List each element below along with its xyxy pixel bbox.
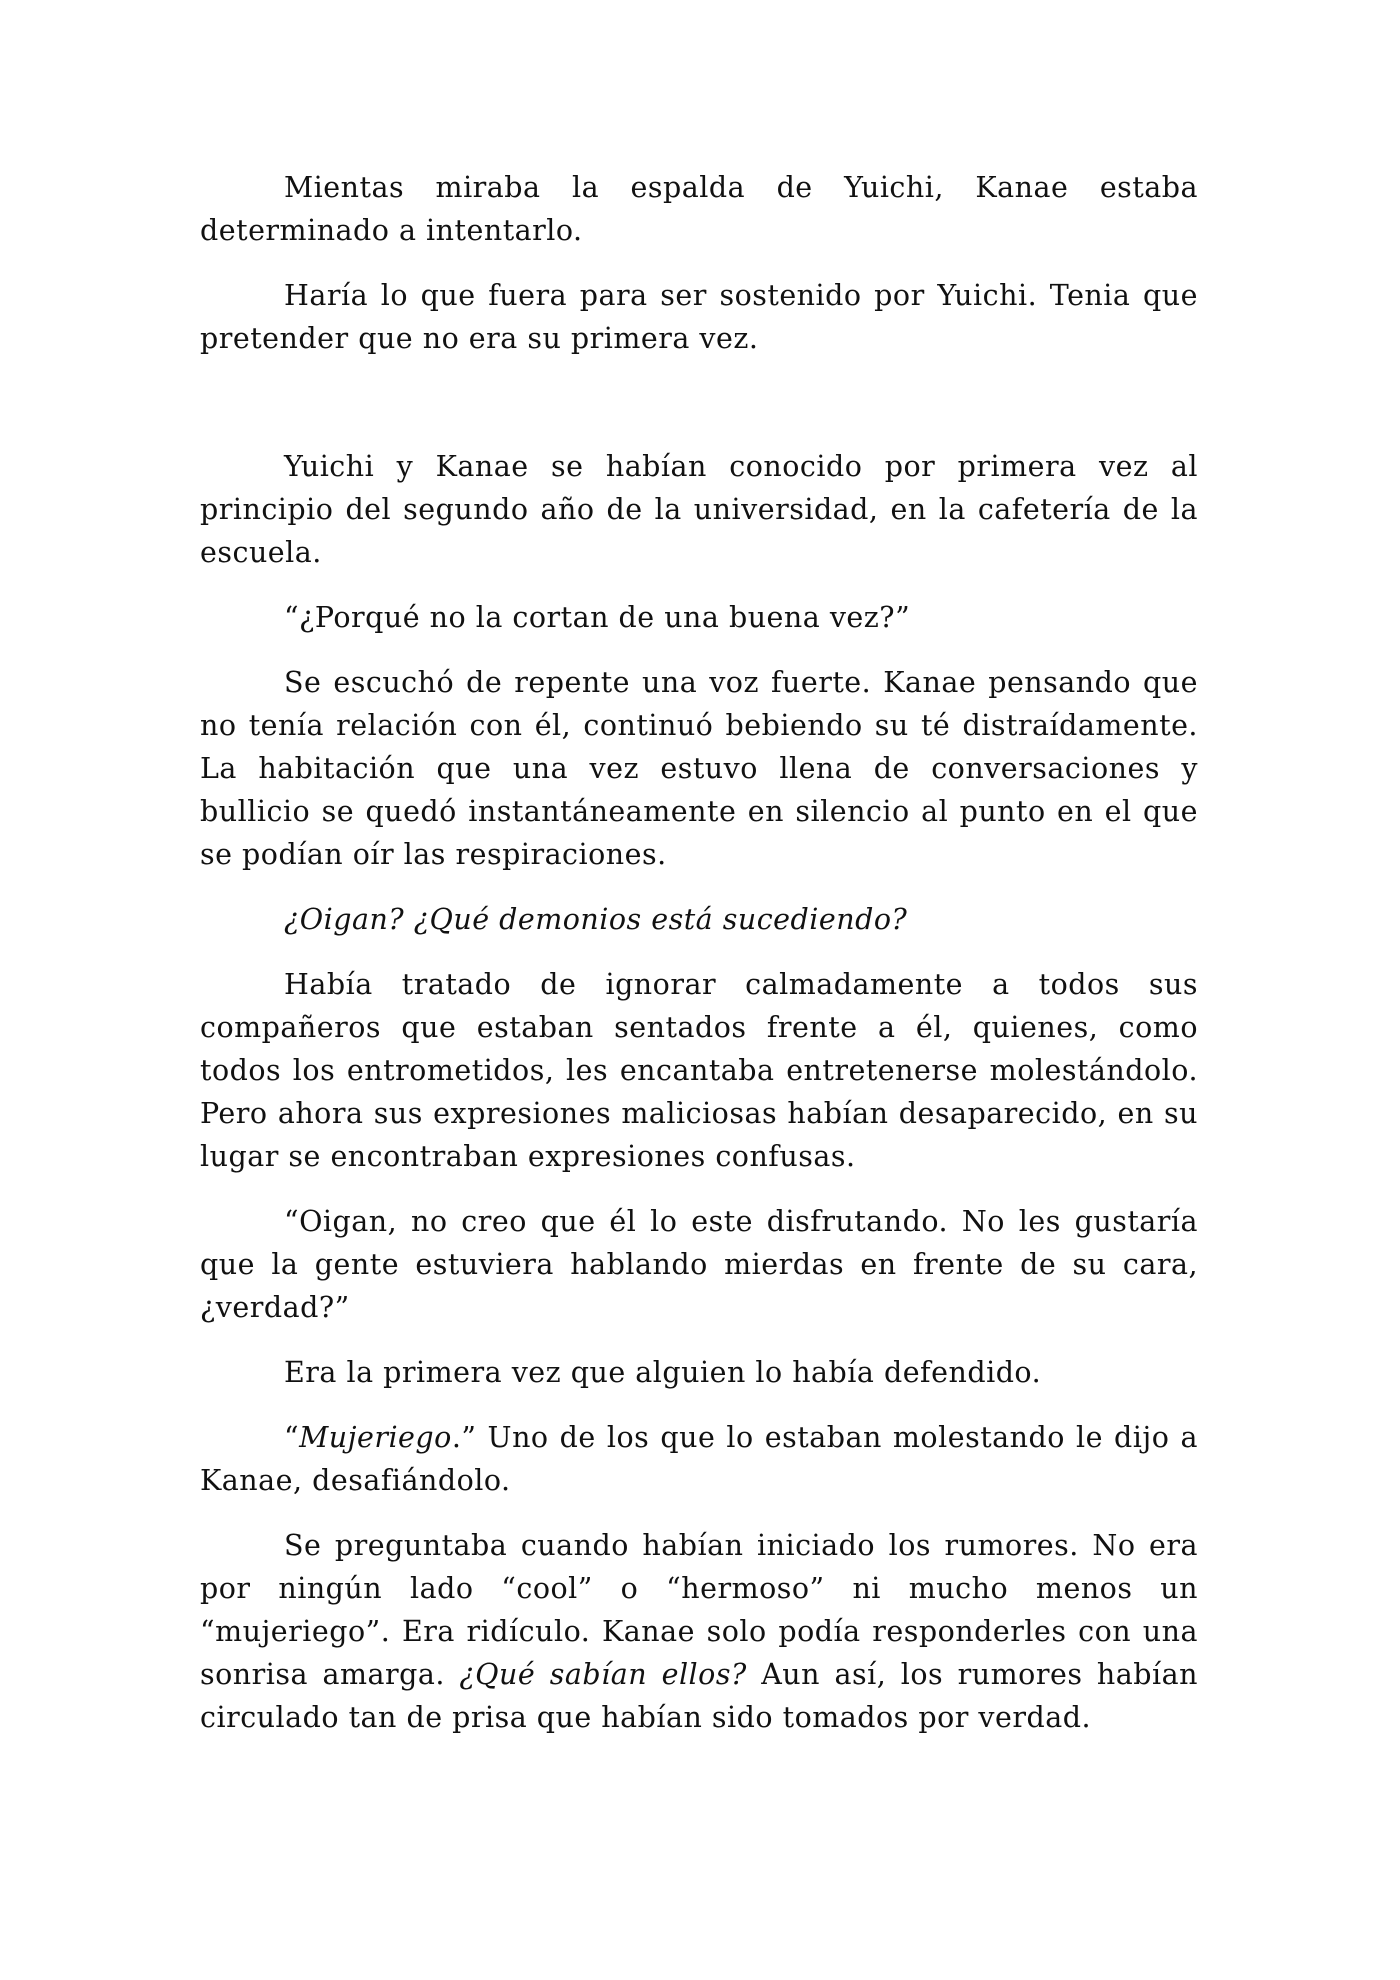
paragraph-11-before: Se preguntaba cuando habían iniciado los rumores. No era por ningún lado “cool” o “hermoso” ni mucho menos un “mujeriego”. Era ridículo. Kanae solo podía responderles con una sonrisa amarga. [200, 1529, 1198, 1691]
quote-open: “ [284, 1421, 300, 1454]
document-page [200, 166, 1198, 1761]
paragraph-1: Mientas miraba la espalda de Yuichi, Kanae estaba determinado a intentarlo. [200, 171, 1198, 247]
paragraph-5: Se escuchó de repente una voz fuerte. Kanae pensando que no tenía relación con él, continuó bebiendo su té distraídamente. La habitación que una vez estuvo llena de conversaciones y bullicio se quedó instantáneamente en silencio al punto en el que se podían oír las respiraciones. [200, 666, 1198, 871]
paragraph-9: Era la primera vez que alguien lo había defendido. [284, 1356, 1042, 1389]
paragraph-8-dialogue: “Oigan, no creo que él lo este disfrutando. No les gustaría que la gente estuviera hablando mierdas en frente de su cara, ¿verdad?” [200, 1205, 1198, 1324]
paragraph-6-thought [200, 898, 1198, 941]
paragraph-11-after: Aun así, los rumores habían circulado tan de prisa que habían sido tomados por verdad. [200, 1658, 1198, 1734]
italic-word: Mujeriego [299, 1421, 452, 1454]
paragraph-7: Había tratado de ignorar calmadamente a todos sus compañeros que estaban sentados frente a él, quienes, como todos los entrometidos, les encantaba entretenerse molestándolo. Pero ahora sus expresiones maliciosas habían desaparecido, en su lugar se encontraban expresiones confusas. [200, 968, 1198, 1173]
italic-thought: ¿Oigan? ¿Qué demonios está sucediendo? [284, 903, 908, 936]
paragraph-3: Yuichi y Kanae se habían conocido por primera vez al principio del segundo año de la universidad, en la cafetería de la escuela. [200, 450, 1198, 569]
italic-question: ¿Qué sabían ellos? [459, 1658, 747, 1691]
paragraph-4-dialogue: “¿Porqué no la cortan de una buena vez?” [284, 601, 911, 634]
paragraph-11 [200, 1524, 1198, 1739]
paragraph-10-rest: .” Uno de los que lo estaban molestando le dijo a Kanae, desafiándolo. [200, 1421, 1198, 1497]
paragraph-2: Haría lo que fuera para ser sostenido por Yuichi. Tenia que pretender que no era su primera vez. [200, 279, 1198, 355]
paragraph-10 [200, 1416, 1198, 1502]
